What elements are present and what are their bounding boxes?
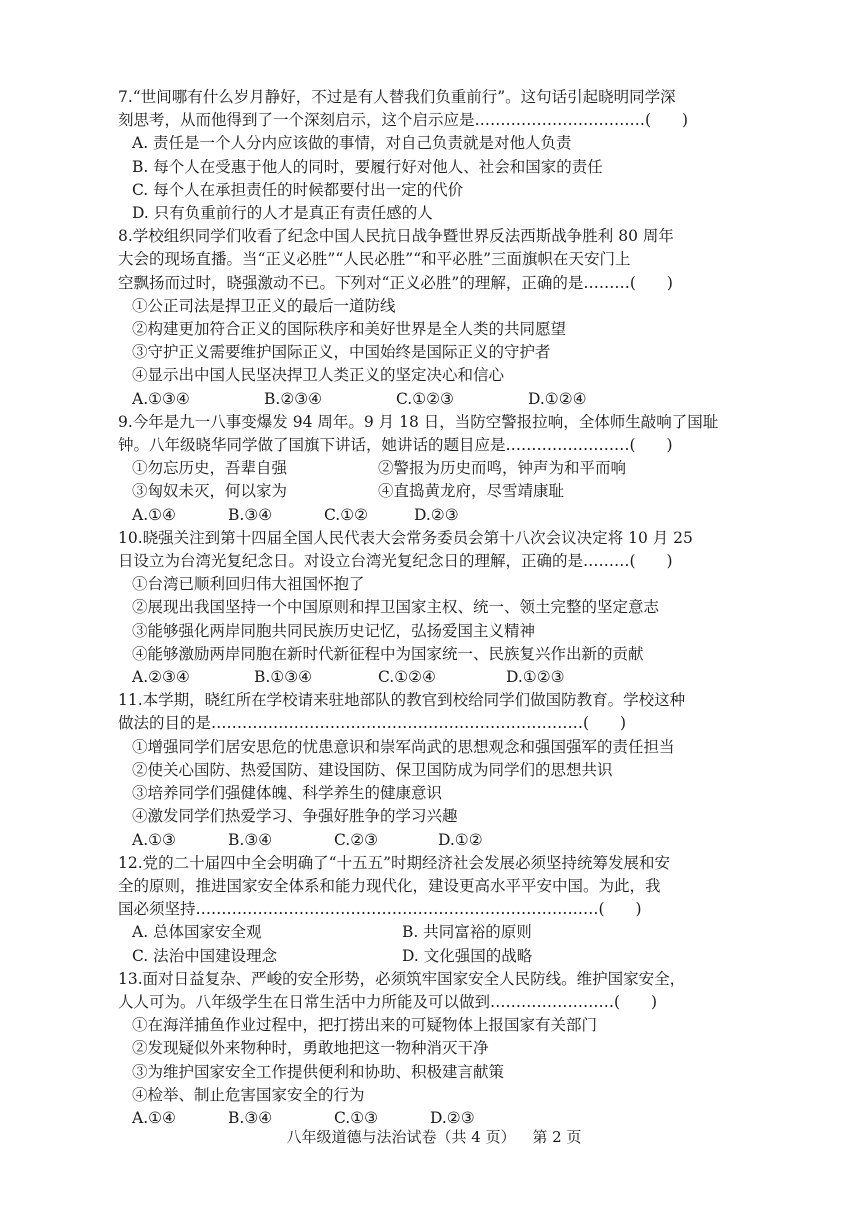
footer-page-number: 第 2 页 bbox=[532, 1128, 582, 1146]
option-a: A. 总体国家安全观 bbox=[132, 923, 262, 942]
statement-2: ②发现疑似外来物种时，勇敢地把这一物种消灭干净 bbox=[132, 1039, 489, 1058]
statement-2: ②构建更加符合正义的国际秩序和美好世界是全人类的共同愿望 bbox=[132, 320, 567, 339]
choice-d: D.②③ bbox=[430, 1108, 475, 1127]
question-stem-line: 钟。八年级晓华同学做了国旗下讲话，她讲话的题目应是……………………( ) bbox=[118, 436, 673, 455]
option-row bbox=[118, 945, 758, 968]
choice-row bbox=[118, 829, 758, 852]
question-7 bbox=[118, 86, 758, 225]
question-12 bbox=[118, 852, 758, 968]
page-footer bbox=[0, 1126, 868, 1147]
question-stem-line: 7.“世间哪有什么岁月静好，不过是有人替我们负重前行”。这句话引起晓明同学深 bbox=[118, 88, 676, 106]
question-stem-line: 大会的现场直播。当“正义必胜”“人民必胜”“和平必胜”三面旗帜在天安门上 bbox=[118, 250, 631, 269]
statement-1: ①在海洋捕鱼作业过程中，把打捞出来的可疑物体上报国家有关部门 bbox=[132, 1016, 598, 1035]
question-stem-line: 做法的目的是………………………………………………………………( ) bbox=[118, 714, 627, 733]
statement-1: ①台湾已顺利回归伟大祖国怀抱了 bbox=[132, 575, 365, 594]
statement-3: ③能够强化两岸同胞共同民族历史记忆，弘扬爱国主义精神 bbox=[132, 621, 536, 640]
option-b: B. 每个人在受惠于他人的同时，要履行好对他人、社会和国家的责任 bbox=[132, 157, 603, 176]
question-10 bbox=[118, 527, 758, 689]
choice-b: B.③④ bbox=[228, 1108, 273, 1127]
question-list bbox=[118, 86, 758, 1130]
question-stem-line: 刻思考，从而他得到了一个深刻启示，这个启示应是……………………………( ) bbox=[118, 111, 689, 130]
statement-4: ④能够激励两岸同胞在新时代新征程中为国家统一、民族复兴作出新的贡献 bbox=[132, 644, 644, 663]
question-11 bbox=[118, 689, 758, 851]
choice-b: B.③④ bbox=[228, 830, 273, 849]
question-stem-line: 13.面对日益复杂、严峻的安全形势，必须筑牢国家安全人民防线。维护国家安全， bbox=[118, 969, 686, 988]
question-stem-line: 空飘扬而过时，晓强激动不已。下列对“正义必胜”的理解，正确的是………( ) bbox=[118, 273, 673, 292]
question-stem-line: 人人可为。八年级学生在日常生活中力所能及可以做到……………………( ) bbox=[118, 992, 658, 1011]
statement-2: ②使关心国防、热爱国防、建设国防、保卫国防成为同学们的思想共识 bbox=[132, 760, 613, 779]
statement-4: ④激发同学们热爱学习、争强好胜争的学习兴趣 bbox=[132, 807, 458, 826]
choice-d: D.①②③ bbox=[506, 668, 565, 687]
statement-2: ②展现出我国坚持一个中国原则和捍卫国家主权、统一、领土完整的坚定意志 bbox=[132, 598, 660, 617]
statement-1: ①公正司法是捍卫正义的最后一道防线 bbox=[132, 296, 396, 315]
option-a: A. 责任是一个人分内应该做的事情，对自己负责就是对他人负责 bbox=[132, 134, 572, 153]
question-9 bbox=[118, 411, 758, 527]
question-stem-line: 国必须坚持……………………………………………………………………( ) bbox=[118, 900, 642, 919]
question-stem-line: 12.党的二十届四中全会明确了“十五五”时期经济社会发展必须坚持统筹发展和安 bbox=[118, 853, 671, 872]
choice-c: C.①②③ bbox=[396, 389, 454, 408]
question-stem-line: 全的原则，推进国家安全体系和能力现代化，建设更高水平平安中国。为此，我 bbox=[118, 876, 661, 895]
choice-d: D.①②④ bbox=[528, 389, 587, 408]
statement-1: ①增强同学们居安思危的忧患意识和崇军尚武的思想观念和强国强军的责任担当 bbox=[132, 737, 675, 756]
question-stem-line: 日设立为台湾光复纪念日。对设立台湾光复纪念日的理解，正确的是………( ) bbox=[118, 552, 673, 571]
statement-4: ④直捣黄龙府，尽雪靖康耻 bbox=[378, 482, 565, 501]
statement-1: ①勿忘历史，吾辈自强 bbox=[132, 459, 288, 478]
statement-2: ②警报为历史而鸣，钟声为和平而响 bbox=[378, 459, 627, 478]
choice-row bbox=[118, 504, 758, 527]
option-c: C. 法治中国建设理念 bbox=[132, 946, 278, 965]
question-8 bbox=[118, 225, 758, 411]
option-d: D. 文化强国的战略 bbox=[402, 946, 533, 965]
statement-4: ④显示出中国人民坚决捍卫人类正义的坚定决心和信心 bbox=[132, 366, 505, 385]
option-d: D. 只有负重前行的人才是真正有责任感的人 bbox=[132, 204, 433, 223]
statement-3: ③匈奴未灭，何以家为 bbox=[132, 482, 288, 501]
choice-a: A.①④ bbox=[132, 1108, 176, 1127]
choice-c: C.②③ bbox=[334, 830, 379, 849]
choice-c: C.①② bbox=[324, 505, 369, 524]
choice-a: A.①④ bbox=[132, 505, 176, 524]
question-stem-line: 11.本学期，晓红所在学校请来驻地部队的教官到校给同学们做国防教育。学校这种 bbox=[118, 691, 686, 710]
choice-a: A.①③④ bbox=[132, 389, 190, 408]
choice-b: B.③④ bbox=[228, 505, 273, 524]
statement-row bbox=[118, 480, 758, 503]
choice-row bbox=[118, 388, 758, 411]
statement-row bbox=[118, 457, 758, 480]
choice-d: D.①② bbox=[438, 830, 483, 849]
statement-4: ④检举、制止危害国家安全的行为 bbox=[132, 1085, 365, 1104]
statement-3: ③守护正义需要维护国际正义，中国始终是国际正义的守护者 bbox=[132, 343, 551, 362]
question-stem-line: 10.晓强关注到第十四届全国人民代表大会常务委员会第十八次会议决定将 10 月 25 bbox=[118, 528, 693, 547]
footer-title: 八年级道德与法治试卷（共 4 页） bbox=[286, 1128, 516, 1146]
choice-c: C.①③ bbox=[334, 1108, 379, 1127]
option-b: B. 共同富裕的原则 bbox=[402, 923, 532, 942]
choice-b: B.②③④ bbox=[264, 389, 323, 408]
choice-row bbox=[118, 666, 758, 689]
question-13 bbox=[118, 968, 758, 1130]
choice-a: A.①③ bbox=[132, 830, 176, 849]
choice-a: A.②③④ bbox=[132, 668, 190, 687]
choice-d: D.②③ bbox=[414, 505, 459, 524]
statement-3: ③为维护国家安全工作提供便利和协助、积极建言献策 bbox=[132, 1062, 505, 1081]
choice-c: C.①②④ bbox=[378, 668, 436, 687]
statement-3: ③培养同学们强健体魄、科学养生的健康意识 bbox=[132, 784, 443, 803]
option-row bbox=[118, 921, 758, 944]
question-stem-line: 8.学校组织同学们收看了纪念中国人民抗日战争暨世界反法西斯战争胜利 80 周年 bbox=[118, 227, 674, 246]
question-stem-line: 9.今年是九一八事变爆发 94 周年。9 月 18 日，当防空警报拉响，全体师生敲响了国耻 bbox=[118, 412, 719, 431]
choice-b: B.①③④ bbox=[254, 668, 313, 687]
option-c: C. 每个人在承担责任的时候都要付出一定的代价 bbox=[132, 180, 464, 199]
